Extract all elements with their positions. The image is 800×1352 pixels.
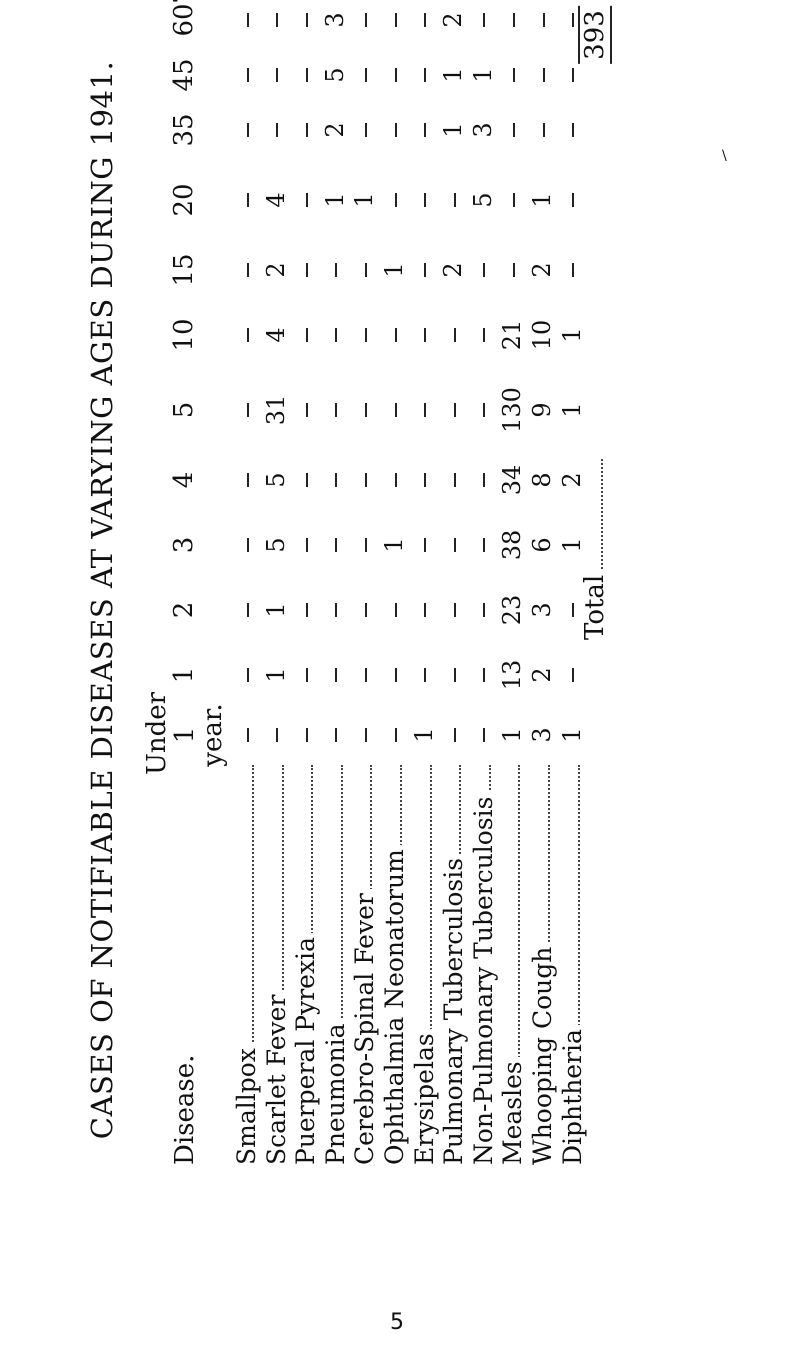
table-cell xyxy=(291,170,319,230)
dash-mark xyxy=(306,603,308,617)
table-cell xyxy=(291,0,319,50)
table-cell xyxy=(498,45,526,105)
disease-name: Smallpox xyxy=(232,1044,261,1165)
dash-mark xyxy=(335,328,337,342)
table-cell xyxy=(410,240,438,300)
table-cell xyxy=(558,240,586,300)
age-column-header: 35 xyxy=(169,113,199,147)
dash-mark xyxy=(306,538,308,552)
dash-mark xyxy=(424,668,426,682)
table-cell xyxy=(291,100,319,160)
dash-mark xyxy=(335,538,337,552)
table-cell xyxy=(321,240,349,300)
table-cell: 2 xyxy=(528,262,556,278)
table-cell: 34 xyxy=(498,464,527,496)
dash-mark xyxy=(483,603,485,617)
table-cell: 1 xyxy=(261,667,290,683)
table-cell xyxy=(350,515,378,575)
table-cell xyxy=(469,580,497,640)
table-cell xyxy=(410,580,438,640)
total-label: Total xyxy=(580,459,610,640)
dash-mark xyxy=(395,473,397,487)
dash-mark xyxy=(365,13,367,27)
disease-name: Ophthalmia Neonatorum xyxy=(380,845,409,1165)
table-cell xyxy=(439,515,467,575)
table-cell: 2 xyxy=(439,12,468,28)
table-cell: 1 xyxy=(557,537,586,553)
dash-mark xyxy=(395,728,397,742)
table-cell: 5 xyxy=(468,192,497,208)
table-cell xyxy=(498,240,526,300)
dash-mark xyxy=(483,668,485,682)
table-cell xyxy=(262,100,290,160)
dash-mark xyxy=(306,668,308,682)
dash-mark xyxy=(335,603,337,617)
table-cell: 1 xyxy=(380,537,408,553)
table-cell xyxy=(558,645,586,705)
table-cell xyxy=(469,0,497,50)
dash-mark xyxy=(454,538,456,552)
dash-mark xyxy=(395,668,397,682)
table-cell xyxy=(291,240,319,300)
table-cell xyxy=(232,515,260,575)
table-cell xyxy=(469,380,497,440)
table-cell: 2 xyxy=(320,122,349,138)
dash-mark xyxy=(454,193,456,207)
table-cell: 5 xyxy=(261,537,290,553)
table-cell: 1 xyxy=(439,67,468,83)
dash-mark xyxy=(247,263,249,277)
table-cell xyxy=(410,450,438,510)
table-cell xyxy=(232,645,260,705)
table-cell: 4 xyxy=(261,327,290,343)
table-cell xyxy=(410,170,438,230)
dash-mark xyxy=(572,603,574,617)
dash-mark xyxy=(483,538,485,552)
dash-mark xyxy=(395,123,397,137)
table-cell xyxy=(232,380,260,440)
dash-mark xyxy=(424,473,426,487)
dash-mark xyxy=(513,123,515,137)
table-cell: 21 xyxy=(498,319,527,351)
table-cell: 1 xyxy=(557,727,586,743)
table-cell xyxy=(380,0,408,50)
dash-mark xyxy=(513,193,515,207)
table-cell: 5 xyxy=(261,472,290,488)
table-cell: 6 xyxy=(528,537,556,553)
table-cell xyxy=(321,305,349,365)
disease-name: Measles xyxy=(498,1057,527,1165)
age-column-header: 60 xyxy=(169,3,199,37)
age-column-header: 4 xyxy=(169,471,199,489)
table-cell: 2 xyxy=(261,262,290,278)
disease-column-header: Disease. xyxy=(170,1054,200,1165)
table-cell xyxy=(232,170,260,230)
dash-mark xyxy=(395,603,397,617)
table-cell: 2 xyxy=(528,667,556,683)
dash-mark xyxy=(513,68,515,82)
disease-name: Non-Pulmonary Tuberculosis xyxy=(469,792,498,1165)
dash-mark xyxy=(513,263,515,277)
table-cell xyxy=(469,645,497,705)
table-cell xyxy=(439,705,467,765)
table-cell: 3 xyxy=(528,602,556,618)
table-cell xyxy=(350,0,378,50)
dash-mark xyxy=(424,68,426,82)
dash-mark xyxy=(335,668,337,682)
dash-mark xyxy=(395,403,397,417)
dash-mark xyxy=(247,538,249,552)
table-cell xyxy=(380,305,408,365)
table-cell: 1 xyxy=(261,602,290,618)
table-cell: 13 xyxy=(498,659,527,691)
table-cell: 4 xyxy=(261,192,290,208)
table-cell xyxy=(439,450,467,510)
table-cell xyxy=(291,45,319,105)
age-column-header: 20 xyxy=(169,183,199,217)
table-row-label xyxy=(410,765,439,1165)
table-cell xyxy=(469,515,497,575)
table-cell xyxy=(350,380,378,440)
table-cell xyxy=(439,305,467,365)
table-cell: 8 xyxy=(528,472,556,488)
dash-mark xyxy=(543,123,545,137)
dash-mark xyxy=(306,403,308,417)
table-cell: 1 xyxy=(409,727,438,743)
dash-mark xyxy=(247,728,249,742)
dash-mark xyxy=(365,538,367,552)
table-cell xyxy=(410,100,438,160)
dash-mark xyxy=(276,123,278,137)
table-cell xyxy=(291,580,319,640)
table-cell xyxy=(469,705,497,765)
table-cell xyxy=(350,45,378,105)
dash-mark xyxy=(276,728,278,742)
table-cell xyxy=(321,450,349,510)
dash-mark xyxy=(365,603,367,617)
dash-mark xyxy=(572,13,574,27)
dash-mark xyxy=(365,728,367,742)
dash-mark xyxy=(306,13,308,27)
dash-mark xyxy=(572,668,574,682)
table-cell xyxy=(558,100,586,160)
dash-mark xyxy=(247,193,249,207)
table-cell xyxy=(439,170,467,230)
table-row-label xyxy=(262,765,291,1165)
dash-mark xyxy=(572,263,574,277)
table-cell: 130 xyxy=(498,387,527,433)
table-cell: 31 xyxy=(261,394,290,426)
table-cell xyxy=(232,580,260,640)
tick-mark: \ xyxy=(722,148,727,164)
page-number: 5 xyxy=(390,1310,404,1335)
dash-mark xyxy=(306,328,308,342)
table-cell xyxy=(232,240,260,300)
table-cell xyxy=(321,380,349,440)
disease-name: Whooping Cough xyxy=(528,943,557,1165)
table-cell: 38 xyxy=(498,529,527,561)
table-cell xyxy=(380,45,408,105)
dash-mark xyxy=(483,403,485,417)
disease-name: Erysipelas xyxy=(410,1029,439,1165)
table-cell xyxy=(291,305,319,365)
table-cell: 1 xyxy=(528,192,556,208)
dash-mark xyxy=(572,123,574,137)
dash-mark xyxy=(395,68,397,82)
dash-mark xyxy=(424,123,426,137)
total-value: 393 xyxy=(578,6,612,64)
table-cell xyxy=(380,645,408,705)
dash-mark xyxy=(572,68,574,82)
table-cell: 1 xyxy=(557,402,586,418)
dash-mark xyxy=(247,668,249,682)
dash-mark xyxy=(365,403,367,417)
dash-mark xyxy=(247,123,249,137)
dash-mark xyxy=(454,473,456,487)
table-cell xyxy=(498,0,526,50)
dash-mark xyxy=(247,473,249,487)
dash-mark xyxy=(306,68,308,82)
dash-mark xyxy=(395,13,397,27)
dash-mark xyxy=(365,123,367,137)
table-cell: 5 xyxy=(320,67,349,83)
dash-mark xyxy=(454,328,456,342)
dash-mark xyxy=(454,603,456,617)
dash-mark xyxy=(276,68,278,82)
table-cell xyxy=(291,515,319,575)
disease-name: Cerebro-Spinal Fever xyxy=(350,889,379,1165)
dash-mark xyxy=(335,473,337,487)
dash-mark xyxy=(454,668,456,682)
table-cell xyxy=(469,450,497,510)
table-cell xyxy=(232,45,260,105)
age-column-header: 45 xyxy=(169,58,199,92)
dash-mark xyxy=(424,538,426,552)
dash-mark xyxy=(395,328,397,342)
table-cell xyxy=(410,380,438,440)
dash-mark xyxy=(306,728,308,742)
dash-mark xyxy=(572,193,574,207)
table-cell xyxy=(232,0,260,50)
dash-mark xyxy=(424,403,426,417)
table-cell: 1 xyxy=(557,327,586,343)
dash-mark xyxy=(306,193,308,207)
table-cell: 1 xyxy=(380,262,408,278)
dash-mark xyxy=(306,473,308,487)
age-column-header: 3 xyxy=(169,536,199,554)
dash-mark xyxy=(483,328,485,342)
table-cell: 1 xyxy=(498,727,527,743)
table-cell: 10 xyxy=(528,319,556,351)
age-column-header: Under 1 year. xyxy=(142,691,228,775)
table-cell xyxy=(410,305,438,365)
table-cell xyxy=(232,450,260,510)
table-cell xyxy=(350,305,378,365)
table-cell xyxy=(232,305,260,365)
table-cell xyxy=(380,580,408,640)
dash-mark xyxy=(365,328,367,342)
dash-mark xyxy=(424,13,426,27)
table-cell: 23 xyxy=(498,594,527,626)
table-cell: 1 xyxy=(320,192,349,208)
dash-mark xyxy=(543,13,545,27)
age-column-header: 5 xyxy=(169,401,199,419)
table-cell xyxy=(232,705,260,765)
table-cell: 3 xyxy=(528,727,556,743)
dash-mark xyxy=(365,263,367,277)
dash-mark xyxy=(513,13,515,27)
table-cell xyxy=(380,170,408,230)
table-cell xyxy=(291,380,319,440)
dash-mark xyxy=(483,728,485,742)
table-cell xyxy=(410,515,438,575)
table-cell xyxy=(350,705,378,765)
table-cell xyxy=(350,100,378,160)
dash-mark xyxy=(424,193,426,207)
age-column-header: 1 xyxy=(169,666,199,684)
table-cell xyxy=(291,705,319,765)
dash-mark xyxy=(365,68,367,82)
table-row-label xyxy=(469,765,498,1165)
dash-mark xyxy=(483,473,485,487)
table-row-label xyxy=(350,765,379,1165)
table-cell: 3 xyxy=(320,12,349,28)
dash-mark xyxy=(306,123,308,137)
dash-mark xyxy=(247,603,249,617)
dash-mark xyxy=(365,473,367,487)
dash-mark xyxy=(395,193,397,207)
page-title: CASES OF NOTIFIABLE DISEASES AT VARYING AGES DURING 1941. xyxy=(85,60,119,1140)
dash-mark xyxy=(454,728,456,742)
table-cell xyxy=(439,380,467,440)
dash-mark xyxy=(335,263,337,277)
table-cell xyxy=(350,450,378,510)
disease-name: Diphtheria xyxy=(558,1025,587,1165)
table-cell xyxy=(380,100,408,160)
table-cell xyxy=(321,645,349,705)
table-row-label xyxy=(558,765,587,1165)
table-cell xyxy=(558,170,586,230)
table-cell xyxy=(262,0,290,50)
table-row-label xyxy=(498,765,527,1165)
table-cell: 9 xyxy=(528,402,556,418)
table-cell: 3 xyxy=(468,122,497,138)
table-cell: 1 xyxy=(468,67,497,83)
table-cell xyxy=(498,170,526,230)
dash-mark xyxy=(247,13,249,27)
disease-name: Puerperal Pyrexia xyxy=(291,933,320,1165)
table-row-label xyxy=(321,765,350,1165)
dash-mark xyxy=(247,68,249,82)
disease-name: Pneumonia xyxy=(321,1019,350,1165)
table-cell xyxy=(528,45,556,105)
table-row-label xyxy=(439,765,468,1165)
table-cell xyxy=(528,0,556,50)
table-cell xyxy=(350,240,378,300)
age-column-header: 15 xyxy=(169,253,199,287)
table-cell xyxy=(291,450,319,510)
dash-mark xyxy=(276,13,278,27)
dash-mark xyxy=(365,668,367,682)
table-cell xyxy=(380,380,408,440)
dash-mark xyxy=(335,403,337,417)
table-cell xyxy=(469,240,497,300)
table-cell xyxy=(498,100,526,160)
dash-mark xyxy=(247,403,249,417)
disease-name: Scarlet Fever xyxy=(262,991,291,1165)
table-cell xyxy=(350,580,378,640)
age-column-header: 2 xyxy=(169,601,199,619)
dash-mark xyxy=(424,328,426,342)
table-cell xyxy=(528,100,556,160)
table-cell xyxy=(262,705,290,765)
dash-mark xyxy=(543,68,545,82)
dash-mark xyxy=(483,263,485,277)
table-cell: 2 xyxy=(557,472,586,488)
age-column-header: 10 xyxy=(169,318,199,352)
table-cell xyxy=(232,100,260,160)
age-column-header xyxy=(170,0,198,2)
table-cell xyxy=(410,45,438,105)
table-cell xyxy=(380,450,408,510)
table-cell xyxy=(380,705,408,765)
table-cell xyxy=(321,705,349,765)
table-cell xyxy=(262,45,290,105)
table-row-label xyxy=(528,765,557,1165)
dash-mark xyxy=(247,328,249,342)
table-cell xyxy=(410,645,438,705)
dash-mark xyxy=(424,603,426,617)
table-cell: 1 xyxy=(350,192,379,208)
table-cell xyxy=(439,645,467,705)
table-row-label xyxy=(291,765,320,1165)
table-cell xyxy=(410,0,438,50)
table-cell xyxy=(291,645,319,705)
table-cell xyxy=(350,645,378,705)
table-row-label xyxy=(380,765,409,1165)
table-cell: 1 xyxy=(439,122,468,138)
table-cell xyxy=(469,305,497,365)
table-cell xyxy=(439,580,467,640)
dash-mark xyxy=(454,403,456,417)
dash-mark xyxy=(483,13,485,27)
dash-mark xyxy=(335,728,337,742)
table-cell xyxy=(321,580,349,640)
table-cell xyxy=(321,515,349,575)
table-cell: 2 xyxy=(439,262,468,278)
disease-name: Pulmonary Tuberculosis xyxy=(439,854,468,1165)
dash-mark xyxy=(424,263,426,277)
dash-mark xyxy=(306,263,308,277)
table-row-label xyxy=(232,765,261,1165)
